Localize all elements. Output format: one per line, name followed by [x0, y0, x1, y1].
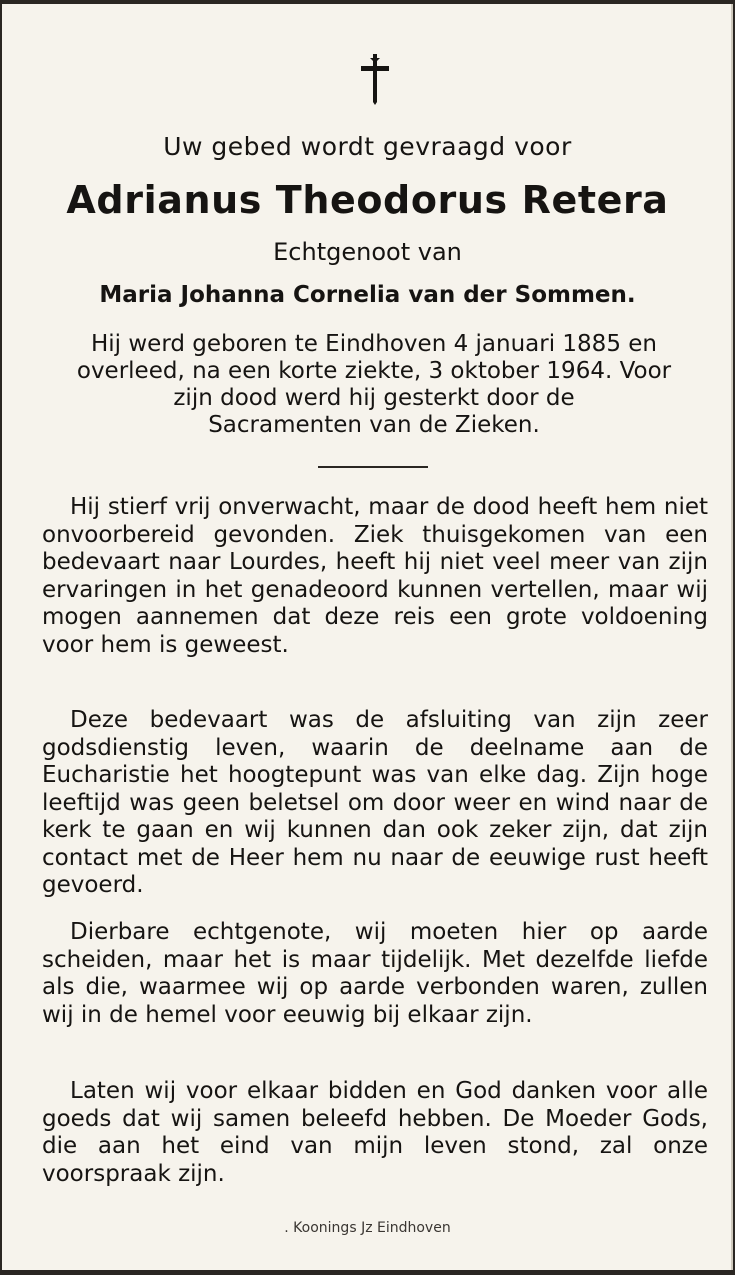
cross-icon	[358, 52, 392, 106]
deceased-name: Adrianus Theodorus Retera	[66, 178, 669, 222]
divider-line	[318, 466, 428, 468]
paragraph: Deze bedevaart was de afsluiting van zijn zeer godsdienstig leven, waarin de deelname aan de Eucharistie het hoogtepunt was van elke dag. Zijn hoge leeftijd was geen beletsel om door weer en wind naar de kerk te gaan en wij kunnen dan ook zeker zijn, dat zijn contact met de Heer hem nu naar de eeuwige rust heeft gevoerd.	[42, 707, 708, 898]
paragraph: Hij stierf vrij onverwacht, maar de dood heeft hem niet onvoorbereid gevonden. Ziek thuisgekomen van een bedevaart naar Lourdes, heeft hij niet veel meer van zijn ervaringen in het genadeoord kunnen vertellen, maar wij mogen aannemen dat deze reis een grote voldoening voor hem is geweest.	[42, 494, 708, 658]
paragraph: Laten wij voor elkaar bidden en God danken voor alle goeds dat wij samen beleefd hebben. De Moeder Gods, die aan het eind van mijn leven stond, zal onze voorspraak zijn.	[42, 1078, 708, 1187]
bio-line: overleed, na een korte ziekte, 3 oktober 1964. Voor	[76, 358, 672, 384]
biography-block	[38, 331, 710, 439]
bio-line: zijn dood werd hij gesterkt door de	[173, 385, 575, 411]
spouse-name: Maria Johanna Cornelia van der Sommen.	[99, 282, 636, 308]
bio-line: Sacramenten van de Zieken.	[208, 412, 540, 438]
bio-line: Hij werd geboren te Eindhoven 4 januari 1885 en	[90, 331, 657, 357]
printer-imprint: . Koonings Jz Eindhoven	[284, 1220, 451, 1236]
intro-line: Uw gebed wordt gevraagd voor	[163, 132, 572, 161]
spouse-label: Echtgenoot van	[273, 238, 462, 266]
memorial-card	[2, 4, 733, 1270]
paragraph: Dierbare echtgenote, wij moeten hier op aarde scheiden, maar het is maar tijdelijk. Met dezelfde liefde als die, waarmee wij op aarde verbonden waren, zullen wij in de hemel voor eeuwig bij elkaar zijn.	[42, 919, 708, 1028]
